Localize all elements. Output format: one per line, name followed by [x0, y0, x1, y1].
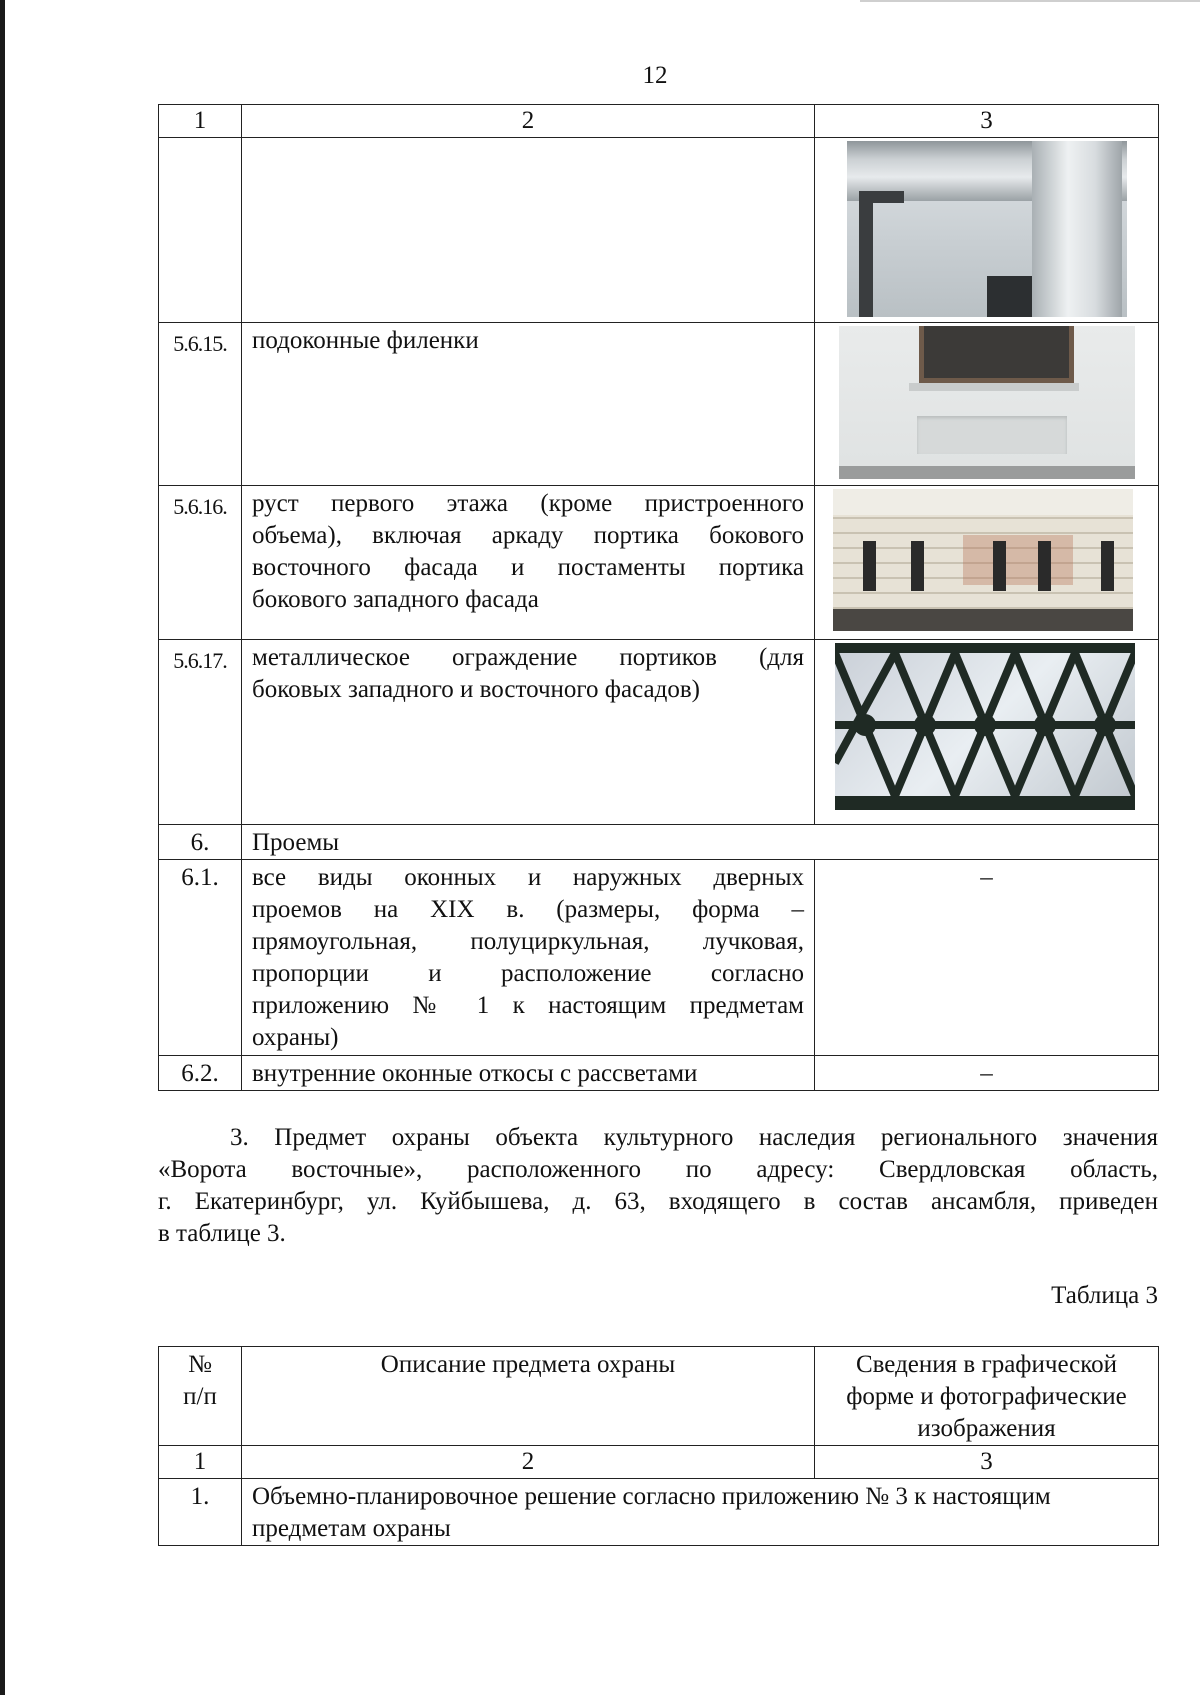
row-description: [242, 323, 815, 486]
header-number-cell: [159, 1347, 242, 1446]
drainpipe-shape: [859, 191, 873, 317]
description-line: все виды оконных и наружных дверных: [252, 864, 804, 891]
table-row: [159, 323, 1159, 486]
table-row: [159, 640, 1159, 825]
row-image-cell: [815, 486, 1159, 640]
column-shape: [1032, 141, 1122, 317]
table-caption: Таблица 3: [1051, 1282, 1158, 1309]
table-row: [159, 1056, 1159, 1091]
row-value: –: [815, 1056, 1159, 1091]
description-line: бокового западного фасада: [252, 586, 539, 613]
header-cell-2: 2: [242, 105, 815, 138]
fence-lattice-drawing: [835, 643, 1135, 810]
window-shape: [911, 541, 924, 591]
description-line: Объемно-планировочное решение согласно приложению № 3 к настоящим: [252, 1483, 1051, 1510]
header-line: Сведения в графической: [855, 1351, 1118, 1378]
paragraph-3: [158, 1122, 1158, 1250]
row-image-cell: [815, 640, 1159, 825]
drainpipe-elbow-shape: [859, 191, 904, 203]
paragraph-line: г. Екатеринбург, ул. Куйбышева, д. 63, входящего в состав ансамбля, приведен: [158, 1188, 1158, 1215]
table-row: [159, 486, 1159, 640]
row-image-cell: [815, 138, 1159, 323]
window-shape: [1038, 541, 1051, 591]
description-line: охраны): [252, 1024, 339, 1051]
upper-wall-shape: [833, 489, 1133, 515]
table-section-row: [159, 825, 1159, 860]
protection-table-continued: [158, 104, 1159, 1091]
column-number-1: 1: [159, 1446, 242, 1479]
column-number-3: 3: [815, 1446, 1159, 1479]
description-line: пропорции и расположение согласно: [252, 960, 804, 987]
window-shape: [987, 276, 1032, 317]
table-header-row: [159, 105, 1159, 138]
row-description: [242, 640, 815, 825]
description-line: прямоугольная, полуциркульная, лучковая,: [252, 928, 804, 955]
row-number: 5.6.15.: [159, 323, 242, 486]
section-title: Проемы: [242, 825, 1159, 860]
sill-shape: [909, 383, 1079, 391]
header-cell-3: 3: [815, 105, 1159, 138]
description-line: приложению № 1 к настоящим предметам: [252, 992, 804, 1019]
description-line: металлическое ограждение портиков (для: [252, 644, 804, 671]
header-description-cell: [242, 1347, 815, 1446]
header-line: Описание предмета охраны: [380, 1351, 676, 1378]
description-line: проемов на XIX в. (размеры, форма –: [252, 896, 804, 923]
window-shape: [993, 541, 1006, 591]
description-line: руст первого этажа (кроме пристроенного: [252, 490, 804, 517]
table-row: [159, 138, 1159, 323]
paragraph-line: в таблице 3.: [158, 1220, 286, 1247]
table-numbers-row: [159, 1446, 1159, 1479]
fence-photo: [835, 643, 1135, 810]
description-line: боковых западного и восточного фасадов): [252, 676, 700, 703]
table-row: [159, 860, 1159, 1056]
street-shape: [833, 609, 1133, 631]
header-cell-1: 1: [159, 105, 242, 138]
paragraph-line: 3. Предмет охраны объекта культурного наследия регионального значения: [230, 1124, 1158, 1151]
header-images-cell: [815, 1347, 1159, 1446]
window-shape: [863, 541, 876, 591]
row-number: 5.6.16.: [159, 486, 242, 640]
paragraph-line: «Ворота восточные», расположенного по адресу: Свердловская область,: [158, 1156, 1158, 1183]
column-number-2: 2: [242, 1446, 815, 1479]
scan-edge-left: [0, 0, 5, 1695]
row-description: [242, 860, 815, 1056]
row-description: [242, 1479, 1159, 1546]
description-line: предметам охраны: [252, 1515, 451, 1542]
row-number-cell: [159, 138, 242, 323]
panel-niche-shape: [917, 416, 1067, 454]
row-value: –: [815, 860, 1159, 1056]
window-shape: [919, 326, 1074, 383]
row-number: 6.1.: [159, 860, 242, 1056]
table-row: [159, 1479, 1159, 1546]
table-3: [158, 1346, 1159, 1546]
header-line: №: [188, 1351, 212, 1378]
description-line: восточного фасада и постаменты портика: [252, 554, 804, 581]
row-number: 5.6.17.: [159, 640, 242, 825]
scan-edge-top: [860, 0, 1200, 2]
row-number: 6.2.: [159, 1056, 242, 1091]
column-cornice-photo: [847, 141, 1127, 317]
row-description-cell: [242, 138, 815, 323]
row-number: 1.: [159, 1479, 242, 1546]
description-line: подоконные филенки: [252, 327, 479, 354]
description-line: объема), включая аркаду портика бокового: [252, 522, 804, 549]
header-line: п/п: [183, 1383, 217, 1410]
header-line: изображения: [917, 1415, 1056, 1442]
plinth-shape: [839, 466, 1135, 479]
window-panel-photo: [839, 326, 1135, 479]
header-line: форме и фотографические: [846, 1383, 1127, 1410]
row-description: [242, 486, 815, 640]
wall-stain-shape: [963, 535, 1073, 585]
table-header-row: [159, 1347, 1159, 1446]
row-number: 6.: [159, 825, 242, 860]
row-image-cell: [815, 323, 1159, 486]
rustication-photo: [833, 489, 1133, 631]
row-description: внутренние оконные откосы с рассветами: [242, 1056, 815, 1091]
page-number: 12: [642, 62, 668, 89]
window-shape: [1101, 541, 1114, 591]
